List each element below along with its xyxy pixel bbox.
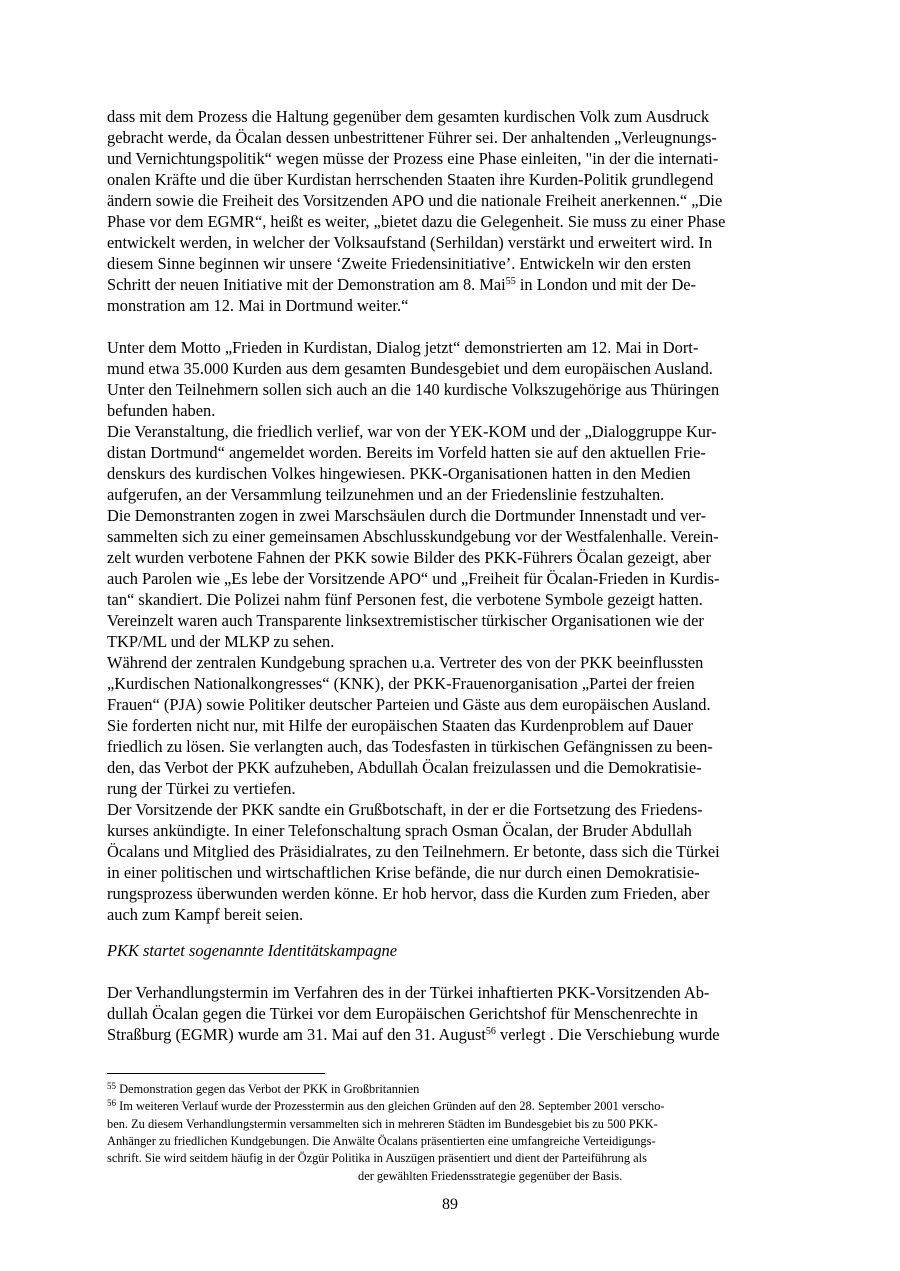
text-line: sammelten sich zu einer gemeinsamen Abschlusskundgebung vor der Westfalenhalle. Verein- (107, 527, 719, 546)
page-number: 89 (442, 1196, 458, 1213)
footnote-separator (107, 1073, 325, 1074)
text-line: Phase vor dem EGMR“, heißt es weiter, „bietet dazu die Gelegenheit. Sie muss zu einer Phase (107, 212, 726, 231)
text-line: distan Dortmund“ angemeldet worden. Bereits im Vorfeld hatten sie auf den aktuellen Frie- (107, 443, 706, 462)
text-line: entwickelt werden, in welcher der Volksaufstand (Serhildan) verstärkt und erweitert wird. In (107, 233, 713, 252)
text-line: aufgerufen, an der Versammlung teilzunehmen und an der Friedenslinie festzuhalten. (107, 485, 665, 504)
text-line: ändern sowie die Freiheit des Vorsitzenden APO und die nationale Freiheit anerkennen.“ „Die (107, 191, 723, 210)
text-line: TKP/ML und der MLKP zu sehen. (107, 632, 335, 651)
text-line: Der Verhandlungstermin im Verfahren des in der Türkei inhaftierten PKK-Vorsitzenden Ab- (107, 983, 710, 1002)
footnote-number: 56 (107, 1098, 116, 1108)
text-line: in einer politischen und wirtschaftlichen Krise befände, die nur durch einen Demokratisie- (107, 863, 700, 882)
text-segment: Straßburg (EGMR) wurde am 31. Mai auf den 31. August (107, 1025, 486, 1044)
text-line: Frauen“ (PJA) sowie Politiker deutscher Parteien und Gäste aus dem europäischen Ausland. (107, 695, 711, 714)
footnote-line: schrift. Sie wird seitdem häufig in der Özgür Politika in Auszügen präsentiert und dient der Parteiführung als (107, 1151, 647, 1165)
text-segment: Schritt der neuen Initiative mit der Demonstration am 8. Mai (107, 275, 506, 294)
footnote-line: der gewählten Friedensstrategie gegenüber der Basis. (358, 1169, 623, 1183)
text-line: denskurs des kurdischen Volkes hingewiesen. PKK-Organisationen hatten in den Medien (107, 464, 691, 483)
text-line: den, das Verbot der PKK aufzuheben, Abdullah Öcalan freizulassen und die Demokratisie- (107, 758, 702, 777)
text-line: rung der Türkei zu vertiefen. (107, 779, 296, 798)
footnote-ref-55[interactable]: 55 (505, 276, 516, 287)
text-line: und Vernichtungspolitik“ wegen müsse der Prozess eine Phase einleiten, "in der die internati- (107, 149, 719, 168)
text-line: tan“ skandiert. Die Polizei nahm fünf Personen fest, die verbotene Symbole gezeigt hatten. (107, 590, 703, 609)
text-line: Der Vorsitzende der PKK sandte ein Grußbotschaft, in der er die Fortsetzung des Friedens- (107, 800, 703, 819)
text-line: gebracht werde, da Öcalan dessen unbestrittener Führer sei. Der anhaltenden „Verleugnungs- (107, 128, 717, 147)
footnote-line: ben. Zu diesem Verhandlungstermin versammelten sich in mehreren Städten im Bundesgebiet bis zu 500 PKK- (107, 1117, 658, 1131)
text-line: „Kurdischen Nationalkongresses“ (KNK), der PKK-Frauenorganisation „Partei der freien (107, 674, 695, 693)
footnote-55 (107, 1081, 419, 1097)
text-line: zelt wurden verbotene Fahnen der PKK sowie Bilder des PKK-Führers Öcalan gezeigt, aber (107, 548, 711, 567)
text-line: auch Parolen wie „Es lebe der Vorsitzende APO“ und „Freiheit für Öcalan-Frieden in Kurdis- (107, 569, 720, 588)
text-line: befunden haben. (107, 401, 216, 420)
text-line: auch zum Kampf bereit seien. (107, 905, 304, 924)
text-segment: in London und mit der De- (515, 275, 697, 294)
text-line: Die Veranstaltung, die friedlich verlief, war von der YEK-KOM und der „Dialoggruppe Kur- (107, 422, 717, 441)
text-line-with-footnote-ref (107, 1024, 720, 1045)
footnote-line: Anhänger zu friedlichen Kundgebungen. Die Anwälte Öcalans präsentierten eine umfangreiche Verteidigungs- (107, 1134, 656, 1148)
section-heading: PKK startet sogenannte Identitätskampagne (107, 941, 397, 960)
text-line: monstration am 12. Mai in Dortmund weiter.“ (107, 296, 409, 315)
footnote-ref-56[interactable]: 56 (485, 1026, 496, 1037)
text-line: dass mit dem Prozess die Haltung gegenüber dem gesamten kurdischen Volk zum Ausdruck (107, 107, 710, 126)
text-line: Während der zentralen Kundgebung sprachen u.a. Vertreter des von der PKK beeinflussten (107, 653, 704, 672)
text-line: dullah Öcalan gegen die Türkei vor dem Europäischen Gerichtshof für Menschenrechte in (107, 1004, 698, 1023)
text-line: onalen Kräfte und die über Kurdistan herrschenden Staaten ihre Kurden-Politik grundlegend (107, 170, 714, 189)
text-line: Unter den Teilnehmern sollen sich auch an die 140 kurdische Volkszugehörige aus Thüringen (107, 380, 720, 399)
text-line: Die Demonstranten zogen in zwei Marschsäulen durch die Dortmunder Innenstadt und ver- (107, 506, 707, 525)
footnote-text: Im weiteren Verlauf wurde der Prozesstermin aus den gleichen Gründen auf den 28. September 2001 verscho- (116, 1099, 665, 1113)
text-line: Öcalans und Mitglied des Präsidialrates, zu den Teilnehmern. Er betonte, dass sich die Türkei (107, 842, 720, 861)
text-line-with-footnote-ref (107, 274, 696, 295)
text-line: kurses ankündigte. In einer Telefonschaltung sprach Osman Öcalan, der Bruder Abdullah (107, 821, 692, 840)
text-line: Unter dem Motto „Frieden in Kurdistan, Dialog jetzt“ demonstrierten am 12. Mai in Dort- (107, 338, 699, 357)
footnote-number: 55 (107, 1081, 116, 1091)
text-line: rungsprozess überwunden werden könne. Er hob hervor, dass die Kurden zum Frieden, aber (107, 884, 710, 903)
text-line: Sie forderten nicht nur, mit Hilfe der europäischen Staaten das Kurdenproblem auf Dauer (107, 716, 694, 735)
text-line: mund etwa 35.000 Kurden aus dem gesamten Bundesgebiet und dem europäischen Ausland. (107, 359, 713, 378)
text-line: Vereinzelt waren auch Transparente linksextremistischer türkischer Organisationen wie der (107, 611, 704, 630)
text-line: diesem Sinne beginnen wir unsere ‘Zweite Friedensinitiative’. Entwickeln wir den ersten (107, 254, 691, 273)
footnote-text: Demonstration gegen das Verbot der PKK in Großbritannien (116, 1082, 420, 1096)
text-line: friedlich zu lösen. Sie verlangten auch, das Todesfasten in türkischen Gefängnissen zu been- (107, 737, 713, 756)
text-segment: verlegt . Die Verschiebung wurde (495, 1025, 720, 1044)
footnote-56 (107, 1098, 665, 1114)
